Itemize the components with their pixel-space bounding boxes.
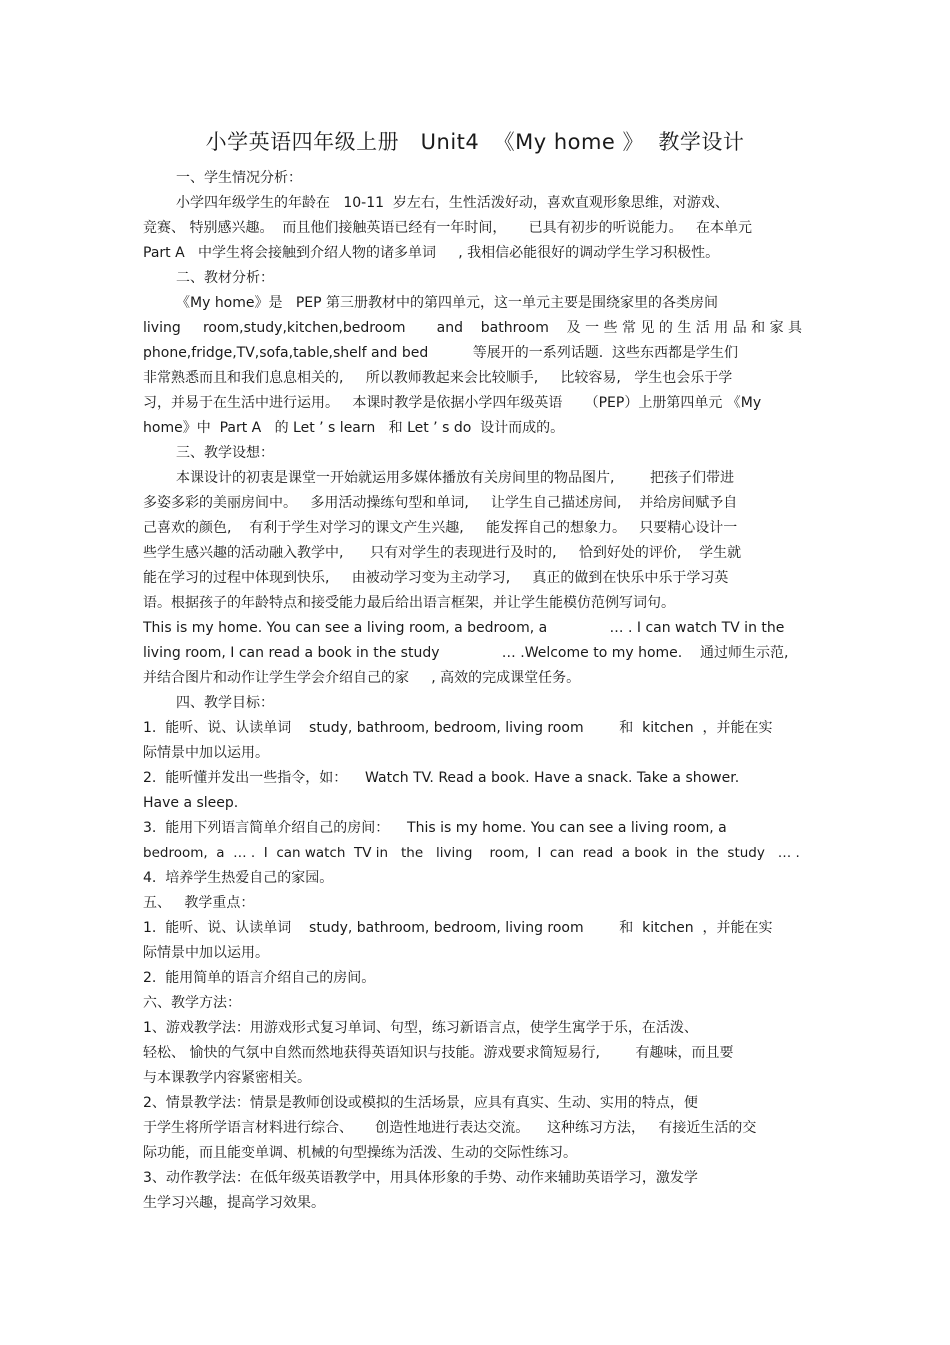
text-line: 3. 能用下列语言简单介绍自己的房间： This is my home. You can see a living room, a <box>143 820 727 836</box>
document-title: 小学英语四年级上册 Unit4 《My home 》 教学设计 <box>205 130 745 154</box>
text-line: This is my home. You can see a living room, a bedroom, a … . I can watch TV in the <box>143 620 785 636</box>
text-line: 4. 培养学生热爱自己的家园。 <box>143 870 334 886</box>
text-line: 1、游戏教学法：用游戏形式复习单词、句型，练习新语言点，使学生寓学于乐，在活泼、 <box>143 1020 698 1036</box>
document-body <box>143 166 815 1216</box>
text-line: 际功能，而且能变单调、机械的句型操练为活泼、生动的交际性练习。 <box>143 1145 577 1161</box>
text-line: 1. 能听、说、认读单词 study, bathroom, bedroom, living room 和 kitchen ，并能在实 <box>143 720 773 736</box>
text-line: 2. 能听懂并发出一些指令，如： Watch TV. Read a book. Have a snack. Take a shower. <box>143 770 740 786</box>
text-line: 于学生将所学语言材料进行综合、 创造性地进行表达交流。 这种练习方法， 有接近生活的交 <box>143 1120 757 1136</box>
text-line: 三、教学设想： <box>176 445 274 461</box>
text-line: 习，并易于在生活中进行运用。 本课时教学是依据小学四年级英语 （PEP）上册第四单元 《My <box>143 395 762 411</box>
text-line: 五、 教学重点： <box>143 895 255 911</box>
text-line: bedroom, a … . I can watch TV in the living room, I can read a book in the study … . <box>143 845 800 861</box>
text-line: Part A 中学生将会接触到介绍人物的诸多单词 , 我相信必能很好的调动学生学习积极性。 <box>143 245 720 261</box>
text-line: 2. 能用简单的语言介绍自己的房间。 <box>143 970 376 986</box>
text-line: 六、教学方法： <box>143 995 241 1011</box>
text-line: 些学生感兴趣的活动融入教学中, 只有对学生的表现进行及时的, 恰到好处的评价, 学生就 <box>143 545 742 561</box>
text-line: 1. 能听、说、认读单词 study, bathroom, bedroom, living room 和 kitchen ，并能在实 <box>143 920 773 936</box>
text-line: 际情景中加以运用。 <box>143 945 269 961</box>
text-line: 竞赛、 特别感兴趣。 而且他们接触英语已经有一年时间， 已具有初步的听说能力。 在本单元 <box>143 220 752 236</box>
text-line: 《My home》是 PEP 第三册教材中的第四单元，这一单元主要是围绕家里的各类房间 <box>176 295 719 311</box>
text-line: 己喜欢的颜色, 有利于学生对学习的课文产生兴趣, 能发挥自己的想象力。 只要精心设计一 <box>143 520 738 536</box>
text-line: 一、学生情况分析： <box>176 170 302 186</box>
text-line: living room,study,kitchen,bedroom and bathroom 及 一 些 常 见 的 生 活 用 品 和 家 具 <box>143 320 803 336</box>
text-line: 二、教材分析： <box>176 270 274 286</box>
text-line: Have a sleep. <box>143 795 239 811</box>
text-line: living room, I can read a book in the study … .Welcome to my home. 通过师生示范, <box>143 645 789 661</box>
text-line: phone,fridge,TV,sofa,table,shelf and bed 等展开的一系列话题. 这些东西都是学生们 <box>143 345 739 361</box>
text-line: 本课设计的初衷是课堂一开始就运用多媒体播放有关房间里的物品图片, 把孩子们带进 <box>176 470 735 486</box>
text-line: 小学四年级学生的年龄在 10-11 岁左右，生性活泼好动，喜欢直观形象思维，对游戏、 <box>176 195 729 211</box>
text-line: 多姿多彩的美丽房间中。 多用活动操练句型和单词, 让学生自己描述房间, 并给房间赋予自 <box>143 495 738 511</box>
text-line: 能在学习的过程中体现到快乐, 由被动学习变为主动学习, 真正的做到在快乐中乐于学习英 <box>143 570 729 586</box>
text-line: 语。根据孩子的年龄特点和接受能力最后给出语言框架，并让学生能模仿范例写词句。 <box>143 595 675 611</box>
text-line: 2、情景教学法：情景是教师创设或模拟的生活场景，应具有真实、生动、实用的特点，便 <box>143 1095 698 1111</box>
text-line: 与本课教学内容紧密相关。 <box>143 1070 311 1086</box>
text-line: 并结合图片和动作让学生学会介绍自己的家 , 高效的完成课堂任务。 <box>143 670 581 686</box>
text-line: 3、动作教学法：在低年级英语教学中，用具体形象的手势、动作来辅助英语学习，激发学 <box>143 1170 698 1186</box>
text-line: 四、教学目标： <box>176 695 274 711</box>
text-line: 非常熟悉而且和我们息息相关的, 所以教师教起来会比较顺手, 比较容易, 学生也会乐于学 <box>143 370 733 386</box>
text-line: 轻松、 愉快的气氛中自然而然地获得英语知识与技能。游戏要求简短易行, 有趣味，而且要 <box>143 1045 734 1061</box>
text-line: 生学习兴趣，提高学习效果。 <box>143 1195 325 1211</box>
text-line: home》中 Part A 的 Let ’ s learn 和 Let ’ s do 设计而成的。 <box>143 420 565 436</box>
text-line: 际情景中加以运用。 <box>143 745 269 761</box>
